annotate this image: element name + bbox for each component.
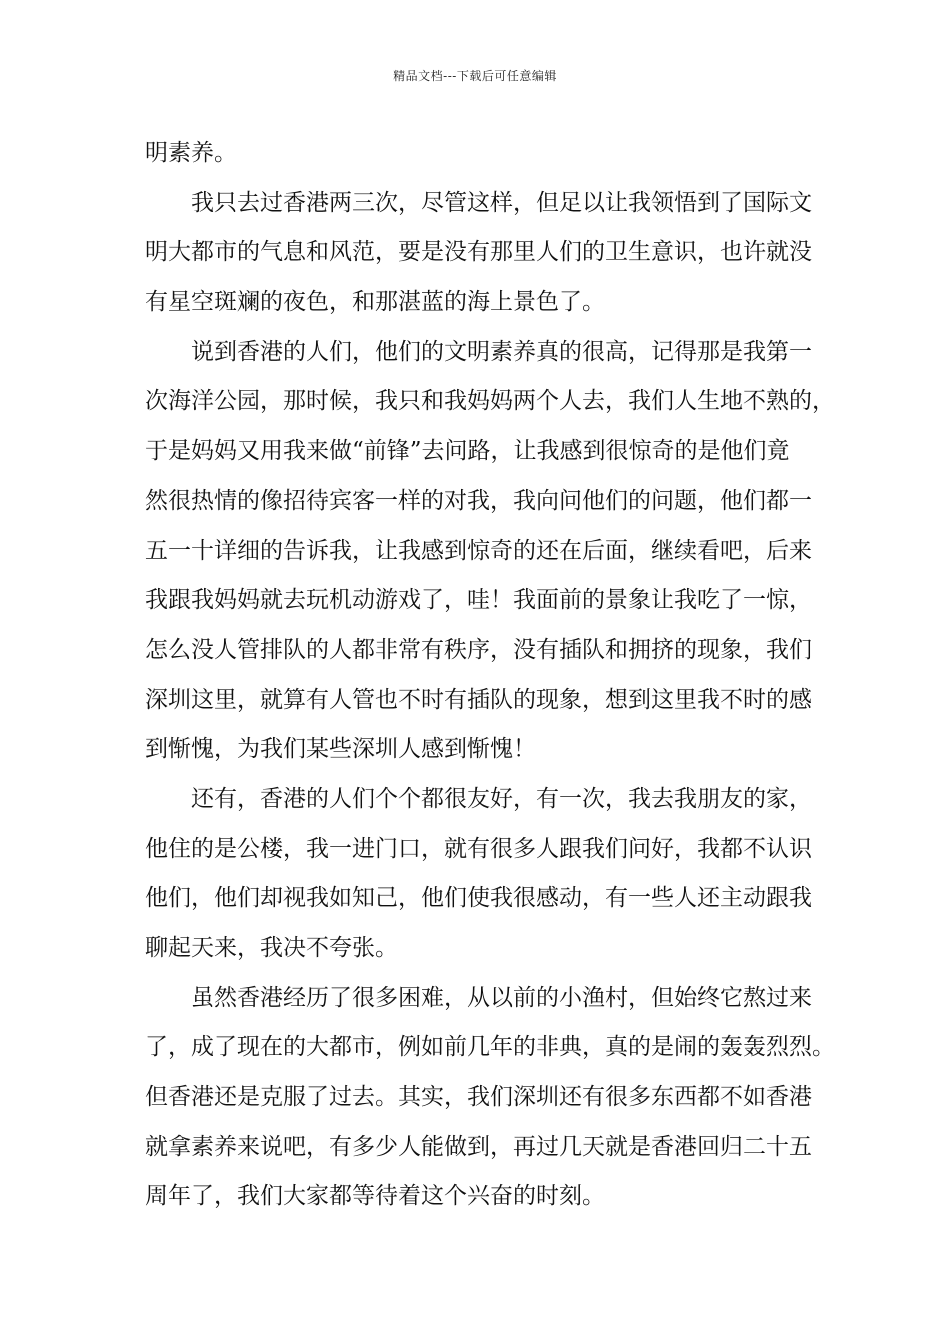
text-line: 次海洋公园，那时候，我只和我妈妈两个人去，我们人生地不熟的， [145, 388, 835, 415]
text-line: 他住的是公楼，我一进门口，就有很多人跟我们问好，我都不认识 [145, 835, 812, 862]
text-line: 于是妈妈又用我来做“前锋”去问路，让我感到很惊奇的是他们竟 [145, 438, 790, 465]
text-line: 就拿素养来说吧，有多少人能做到，再过几天就是香港回归二十五 [145, 1133, 812, 1160]
text-line: 还有，香港的人们个个都很友好，有一次，我去我朋友的家， [191, 785, 812, 812]
text-line: 我只去过香港两三次，尽管这样，但足以让我领悟到了国际文 [191, 189, 812, 216]
page-header: 精品文档---下载后可任意编辑 [393, 69, 557, 83]
text-line: 到惭愧，为我们某些深圳人感到惭愧！ [145, 736, 536, 763]
text-line: 聊起天来，我决不夸张。 [145, 935, 398, 961]
document-body [145, 129, 845, 1222]
text-line: 怎么没人管排队的人都非常有秩序，没有插队和拥挤的现象，我们 [145, 636, 812, 663]
text-line: 了，成了现在的大都市，例如前几年的非典，真的是闹的轰轰烈烈。 [145, 1034, 835, 1061]
text-line: 但香港还是克服了过去。其实，我们深圳还有很多东西都不如香港 [145, 1084, 812, 1111]
text-line: 周年了，我们大家都等待着这个兴奋的时刻。 [145, 1183, 605, 1210]
text-line: 然很热情的像招待宾客一样的对我，我向问他们的问题，他们都一 [145, 487, 812, 514]
text-line: 五一十详细的告诉我，让我感到惊奇的还在后面，继续看吧，后来 [145, 537, 812, 564]
text-line: 说到香港的人们，他们的文明素养真的很高，记得那是我第一 [191, 338, 812, 365]
text-line: 明大都市的气息和风范，要是没有那里人们的卫生意识，也许就没 [145, 239, 812, 266]
text-line: 明素养。 [145, 140, 237, 166]
text-line: 我跟我妈妈就去玩机动游戏了，哇！我面前的景象让我吃了一惊， [145, 587, 812, 614]
text-line: 有星空斑斓的夜色，和那湛蓝的海上景色了。 [145, 289, 605, 316]
text-line: 他们，他们却视我如知己，他们使我很感动，有一些人还主动跟我 [145, 885, 812, 912]
text-line: 深圳这里，就算有人管也不时有插队的现象，想到这里我不时的感 [145, 686, 812, 713]
text-line: 虽然香港经历了很多困难，从以前的小渔村，但始终它熬过来 [191, 984, 812, 1011]
